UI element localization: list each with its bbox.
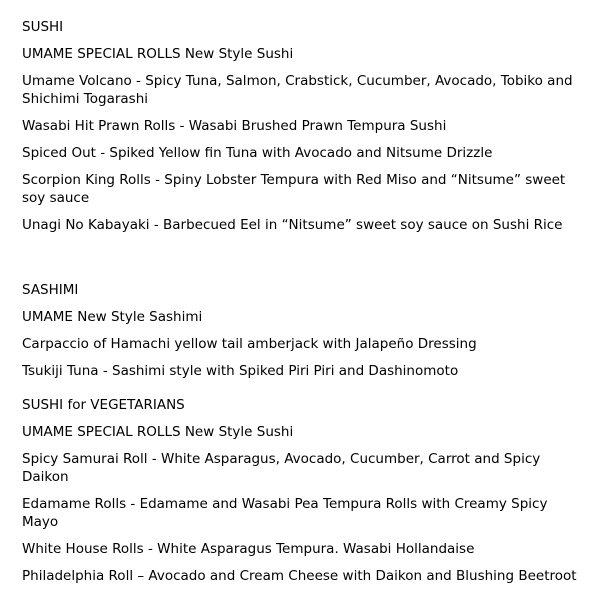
section-sushi-vegetarians <box>22 396 582 585</box>
section-heading: SUSHI <box>22 19 64 35</box>
menu-item: Wasabi Hit Prawn Rolls - Wasabi Brushed Prawn Tempura Sushi <box>22 118 447 134</box>
menu-item: UMAME New Style Sashimi <box>22 309 203 325</box>
menu-item: UMAME SPECIAL ROLLS New Style Sushi <box>22 424 294 440</box>
menu-item: UMAME SPECIAL ROLLS New Style Sushi <box>22 46 294 62</box>
menu-item: Carpaccio of Hamachi yellow tail amberjack with Jalapeño Dressing <box>22 336 477 352</box>
section-heading: SUSHI for VEGETARIANS <box>22 397 185 413</box>
menu-item: Edamame Rolls - Edamame and Wasabi Pea Tempura Rolls with Creamy Spicy Mayo <box>22 496 548 530</box>
menu-item: Spiced Out - Spiked Yellow fin Tuna with Avocado and Nitsume Drizzle <box>22 145 493 161</box>
menu-item: Unagi No Kabayaki - Barbecued Eel in “Nitsume” sweet soy sauce on Sushi Rice <box>22 217 563 233</box>
menu-document <box>22 18 582 594</box>
section-sushi <box>22 18 582 234</box>
section-sashimi <box>22 281 582 380</box>
menu-item: Philadelphia Roll – Avocado and Cream Cheese with Daikon and Blushing Beetroot <box>22 568 577 584</box>
section-heading: SASHIMI <box>22 282 79 298</box>
menu-item: Scorpion King Rolls - Spiny Lobster Tempura with Red Miso and “Nitsume” sweet soy sauce <box>22 172 566 206</box>
menu-item: Spicy Samurai Roll - White Asparagus, Avocado, Cucumber, Carrot and Spicy Daikon <box>22 451 541 485</box>
menu-item: Tsukiji Tuna - Sashimi style with Spiked Piri Piri and Dashinomoto <box>22 363 459 379</box>
menu-item: Umame Volcano - Spicy Tuna, Salmon, Crabstick, Cucumber, Avocado, Tobiko and Shichimi Togarashi <box>22 73 573 107</box>
menu-item: White House Rolls - White Asparagus Tempura. Wasabi Hollandaise <box>22 541 475 557</box>
